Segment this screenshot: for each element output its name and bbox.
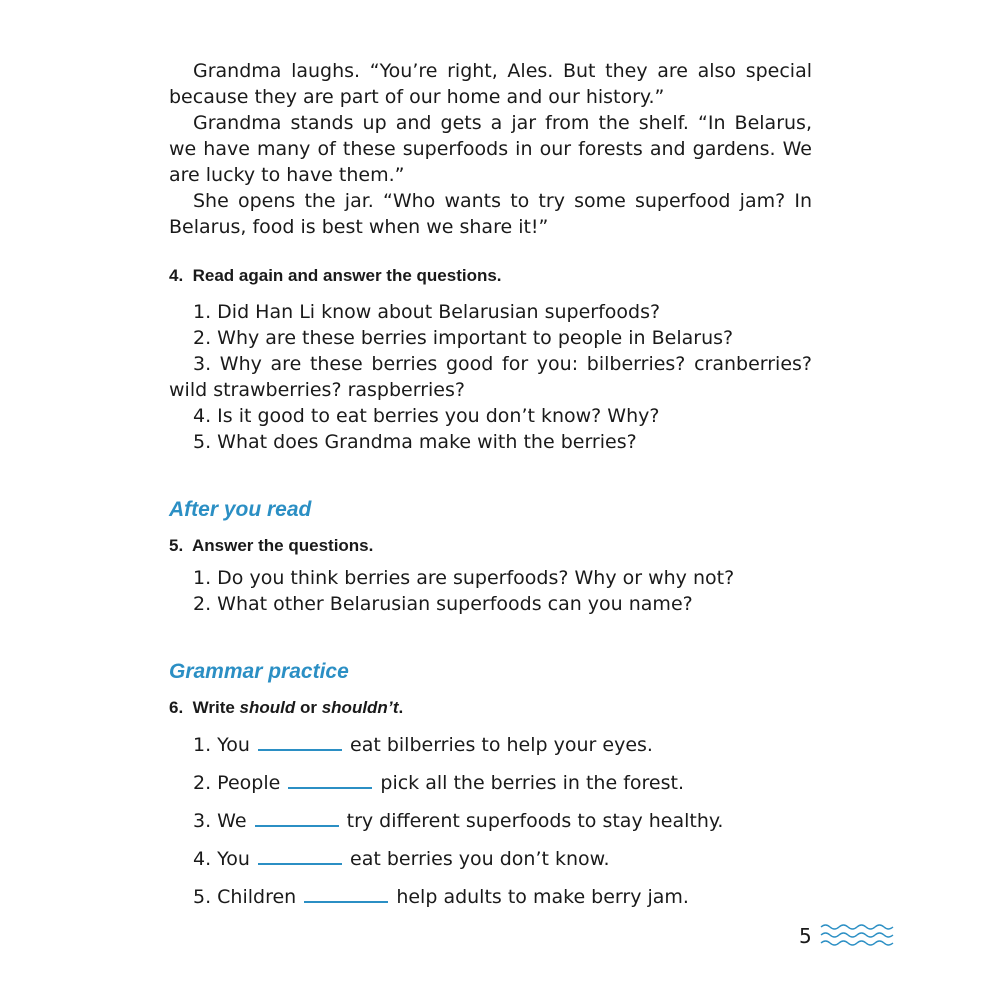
story-paragraph: Grandma stands up and gets a jar from the shelf. “In Belarus, we have many of these superfoods in our forests and gardens. We are lucky to have them.”	[169, 112, 812, 186]
question-item: 2. What other Belarusian superfoods can you name?	[193, 593, 693, 615]
fill-item-end: pick all the berries in the forest.	[380, 772, 684, 794]
question-item: 4. Is it good to eat berries you don’t know? Why?	[193, 405, 660, 427]
wave-lines-icon	[820, 922, 894, 948]
question-item: 1. Do you think berries are superfoods? Why or why not?	[193, 567, 735, 589]
page-number: 5	[799, 924, 812, 948]
task-5-questions	[169, 565, 812, 617]
task-6-heading	[169, 698, 812, 718]
fill-item-end: eat berries you don’t know.	[350, 848, 610, 870]
answer-blank[interactable]	[258, 731, 342, 751]
fill-item-start: 4. You	[193, 848, 250, 870]
fill-item-start: 1. You	[193, 734, 250, 756]
task-4-questions	[169, 299, 812, 455]
task-6-heading-start: 6. Write	[169, 698, 240, 717]
answer-blank[interactable]	[288, 769, 372, 789]
task-6-word-shouldnt: shouldn’t	[321, 698, 399, 717]
question-item: 3. Why are these berries good for you: bilberries? cranberries? wild strawberries? raspberries?	[169, 353, 812, 401]
story-paragraph: Grandma laughs. “You’re right, Ales. But they are also special because they are part of our home and our history.”	[169, 60, 812, 108]
question-item: 1. Did Han Li know about Belarusian superfoods?	[193, 301, 661, 323]
after-you-read-title: After you read	[169, 498, 312, 521]
fill-item-start: 2. People	[193, 772, 281, 794]
fill-item-end: try different superfoods to stay healthy.	[346, 810, 724, 832]
question-item: 2. Why are these berries important to people in Belarus?	[193, 327, 734, 349]
fill-item-end: help adults to make berry jam.	[396, 886, 689, 908]
task-6-heading-end: .	[398, 698, 404, 717]
fill-item	[169, 731, 812, 758]
task-5-heading: 5. Answer the questions.	[169, 536, 374, 555]
answer-blank[interactable]	[255, 807, 339, 827]
fill-item-start: 5. Children	[193, 886, 297, 908]
fill-item-end: eat bilberries to help your eyes.	[350, 734, 653, 756]
task-4-heading: 4. Read again and answer the questions.	[169, 266, 502, 285]
fill-item-start: 3. We	[193, 810, 247, 832]
fill-item	[169, 769, 812, 796]
story-paragraph: She opens the jar. “Who wants to try some superfood jam? In Belarus, food is best when we share it!”	[169, 190, 812, 238]
fill-item	[169, 807, 812, 834]
task-6-items	[169, 731, 812, 910]
story-text	[169, 58, 812, 240]
task-6-word-should: should	[239, 698, 296, 717]
answer-blank[interactable]	[304, 883, 388, 903]
answer-blank[interactable]	[258, 845, 342, 865]
task-6-heading-or: or	[295, 698, 322, 717]
grammar-practice-title: Grammar practice	[169, 660, 349, 683]
fill-item	[169, 845, 812, 872]
page-content	[169, 58, 812, 921]
fill-item	[169, 883, 812, 910]
question-item: 5. What does Grandma make with the berries?	[193, 431, 637, 453]
